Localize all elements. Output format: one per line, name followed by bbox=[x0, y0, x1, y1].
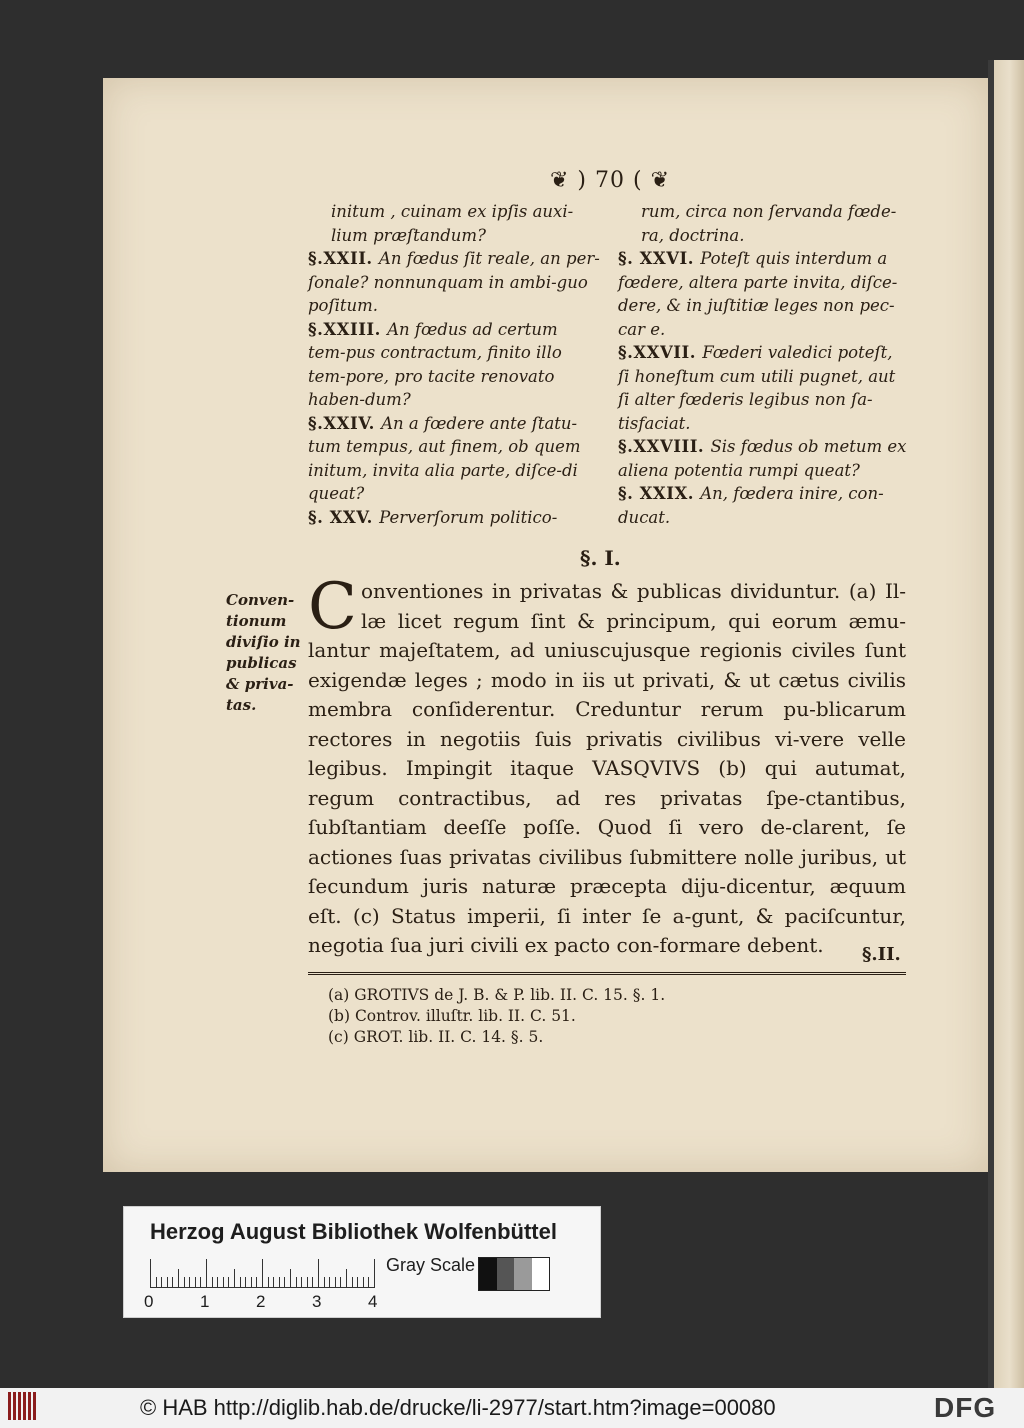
page-header: ❦ ) 70 ( ❦ bbox=[550, 168, 670, 193]
toc-section-number: §. XXVI. bbox=[618, 249, 701, 268]
footnote-rule bbox=[308, 972, 906, 975]
footer-bar bbox=[0, 1388, 1024, 1428]
toc-entry bbox=[308, 318, 600, 412]
ruler-tick bbox=[374, 1259, 375, 1287]
ruler-tick bbox=[296, 1277, 297, 1287]
ruler-tick bbox=[212, 1277, 213, 1287]
color-calibration-card bbox=[123, 1206, 601, 1318]
toc-section-number: §.XXVIII. bbox=[618, 437, 711, 456]
gray-swatch bbox=[497, 1258, 515, 1290]
adjacent-page-edge bbox=[988, 60, 1024, 1390]
toc-entry bbox=[308, 200, 600, 247]
footnote: (a) GROTIVS de J. B. & P. lib. II. C. 15. §. 1. bbox=[328, 986, 666, 1004]
toc-entry-text: Poteſt quis interdum a fœdere, altera parte invita, diſce-dere, & in juſtitiæ leges non pec-car e. bbox=[618, 249, 898, 339]
ruler-tick bbox=[357, 1277, 358, 1287]
toc-entry-text: An, fœdera inire, con-ducat. bbox=[618, 484, 884, 527]
scale-ruler bbox=[150, 1259, 375, 1288]
ruler-tick bbox=[335, 1277, 336, 1287]
toc-entry bbox=[618, 341, 908, 435]
ruler-tick bbox=[352, 1277, 353, 1287]
toc-section-number: §.XXIII. bbox=[308, 319, 388, 339]
ruler-tick bbox=[150, 1259, 151, 1287]
toc-right-column bbox=[618, 200, 908, 529]
toc-section-number: §.XXII. bbox=[308, 249, 379, 268]
ruler-tick bbox=[178, 1269, 179, 1287]
ruler-tick bbox=[195, 1277, 196, 1287]
ruler-tick bbox=[251, 1277, 252, 1287]
toc-entry bbox=[618, 435, 908, 482]
footnote: (c) GROT. lib. II. C. 14. §. 5. bbox=[328, 1028, 544, 1046]
library-name: Herzog August Bibliothek Wolfenbüttel bbox=[150, 1219, 557, 1244]
ruler-tick bbox=[228, 1277, 229, 1287]
toc-left-column bbox=[308, 200, 600, 529]
ruler-number: 2 bbox=[256, 1292, 266, 1311]
body-text: onventiones in privatas & publicas dividuntur. (a) Il-læ licet regum ſint & principum, qui eorum æmu-lantur majeſtatem, ad uniuscujusque regionis civiles ſunt exigendæ leges ; modo in iis ut privati, & ut cætus civilis membra conſiderentur. Creduntur rerum pu-blicarum rectores in negotiis ſuis privatis civilibus vi-vere velle legibus. Impingit itaque VASQVIVS (b) qui autumat, regum contractibus, ad res privatas ſpe-ctantibus, ſubſtantiam deeſſe poſſe. Quod ſi vero de-clarent, ſe actiones ſuas privatas civilibus ſubmittere nolle juribus, ut ſecundum juris naturæ præcepta diju-dicentur, æquum eſt. (c) Status imperii, ſi inter ſe a-gunt, & paciſcuntur, negotia ſua juri civili ex pacto con-formare debent. bbox=[308, 579, 906, 957]
ruler-number: 1 bbox=[200, 1292, 210, 1311]
dfg-logo: DFG bbox=[934, 1392, 997, 1423]
toc-entry bbox=[618, 200, 908, 247]
toc-entry-text: An fœdus ſit reale, an per-ſonale? nonnunquam in ambi-guo poſitum. bbox=[308, 249, 600, 315]
ruler-tick bbox=[340, 1277, 341, 1287]
footnotes bbox=[328, 985, 828, 1048]
toc-section-number: §. XXV. bbox=[308, 507, 380, 527]
ruler-tick bbox=[184, 1277, 185, 1287]
toc-section-number: §.XXIV. bbox=[308, 413, 382, 433]
margin-note: Conven-tionum diviſio in publicas & priva-tas. bbox=[226, 591, 301, 714]
gray-swatch bbox=[479, 1258, 497, 1290]
ruler-tick bbox=[329, 1277, 330, 1287]
gray-swatch bbox=[514, 1258, 532, 1290]
ruler-number: 4 bbox=[368, 1292, 378, 1311]
gray-swatch bbox=[532, 1258, 550, 1290]
footnote: (b) Controv. illuſtr. lib. II. C. 51. bbox=[328, 1007, 576, 1025]
toc-section-number: §.XXVII. bbox=[618, 343, 703, 362]
toc-entry-text: An fœdus ad certum tem-pus contractum, finito illo tem-pore, pro tacite renovato haben-dum? bbox=[308, 319, 562, 409]
ruler-tick bbox=[223, 1277, 224, 1287]
ruler-tick bbox=[234, 1269, 235, 1287]
toc-entry bbox=[308, 506, 600, 530]
ruler-tick bbox=[346, 1269, 347, 1287]
toc-entry bbox=[308, 412, 600, 506]
ruler-tick bbox=[312, 1277, 313, 1287]
ruler-number: 3 bbox=[312, 1292, 322, 1311]
toc-entry-text: An a fœdere ante ſtatu-tum tempus, aut finem, ob quem initum, invita alia parte, diſce-di queat? bbox=[308, 413, 581, 503]
ruler-tick bbox=[240, 1277, 241, 1287]
gray-swatches bbox=[478, 1257, 550, 1291]
ruler-tick bbox=[368, 1277, 369, 1287]
ruler-tick bbox=[262, 1259, 263, 1287]
ruler-tick bbox=[301, 1277, 302, 1287]
ruler-tick bbox=[307, 1277, 308, 1287]
ruler-tick bbox=[290, 1269, 291, 1287]
toc-entry-text: Fœderi valedici poteſt, ſi honeſtum cum utili pugnet, aut ſi alter fœderis legibus non ſa-tisfaciat. bbox=[618, 343, 896, 433]
ruler-tick bbox=[318, 1259, 319, 1287]
ruler-tick bbox=[273, 1277, 274, 1287]
toc-entry-text: Sis fœdus ob metum ex aliena potentia rumpi queat? bbox=[618, 437, 907, 480]
toc-entry-text: initum , cuinam ex ipſis auxi-lium præſtandum? bbox=[331, 202, 574, 245]
ruler-tick bbox=[217, 1277, 218, 1287]
ruler-tick bbox=[206, 1259, 207, 1287]
ruler-tick bbox=[268, 1277, 269, 1287]
toc-section-number: §. XXIX. bbox=[618, 484, 701, 503]
ruler-tick bbox=[167, 1277, 168, 1287]
ruler-number: 0 bbox=[144, 1292, 154, 1311]
ruler-tick bbox=[189, 1277, 190, 1287]
body-paragraph bbox=[308, 570, 906, 961]
ruler-tick bbox=[172, 1277, 173, 1287]
dropcap: C bbox=[308, 570, 357, 644]
ruler-tick bbox=[363, 1277, 364, 1287]
gray-scale-label: Gray Scale bbox=[386, 1255, 476, 1275]
ruler-tick bbox=[200, 1277, 201, 1287]
ruler-tick bbox=[245, 1277, 246, 1287]
hab-logo-icon bbox=[8, 1392, 44, 1424]
ruler-tick bbox=[284, 1277, 285, 1287]
ruler-tick bbox=[324, 1277, 325, 1287]
ruler-tick bbox=[156, 1277, 157, 1287]
credit-link[interactable]: © HAB http://diglib.hab.de/drucke/li-2977/start.htm?image=00080 bbox=[140, 1395, 776, 1420]
catchword: §.II. bbox=[862, 944, 901, 965]
toc-entry-text: rum, circa non ſervanda fœde-ra, doctrina. bbox=[641, 202, 897, 245]
section-title: §. I. bbox=[580, 546, 621, 570]
toc-entry bbox=[308, 247, 600, 318]
ruler-tick bbox=[279, 1277, 280, 1287]
ruler-tick bbox=[256, 1277, 257, 1287]
toc-entry bbox=[618, 247, 908, 341]
toc-entry-text: Perverſorum politico- bbox=[379, 507, 558, 527]
ruler-tick bbox=[161, 1277, 162, 1287]
toc-entry bbox=[618, 482, 908, 529]
